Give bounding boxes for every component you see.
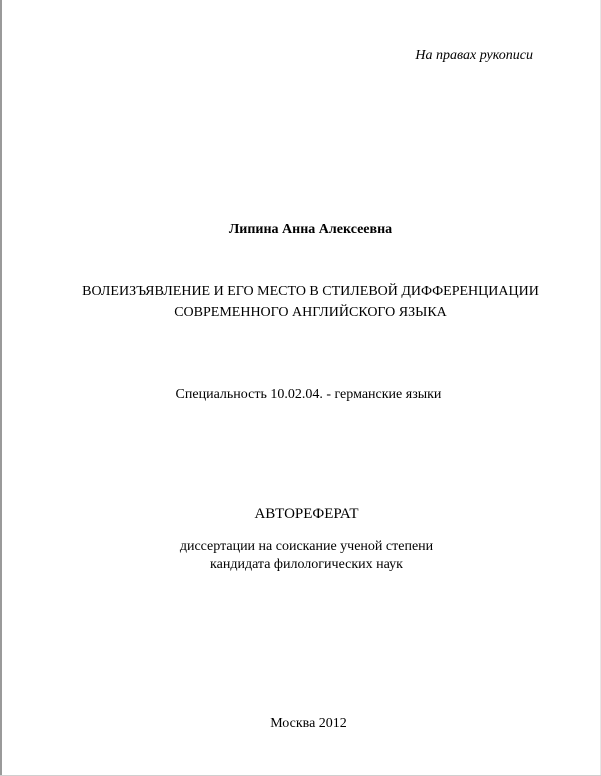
purpose-line-1: диссертации на соискание ученой степени: [179, 539, 434, 554]
specialty-text: Специальность 10.02.04. - германские языки: [175, 387, 442, 402]
author-name: Липина Анна Алексеевна: [228, 222, 393, 237]
dissertation-purpose: [6, 538, 601, 574]
document-type: АВТОРЕФЕРАТ: [254, 506, 359, 522]
title-line-2: СОВРЕМЕННОГО АНГЛИЙСКОГО ЯЗЫКА: [174, 305, 447, 320]
page-left-edge: [0, 0, 2, 776]
place-and-year: Москва 2012: [270, 716, 347, 731]
document-title: [10, 281, 601, 323]
title-line-1: ВОЛЕИЗЪЯВЛЕНИЕ И ЕГО МЕСТО В СТИЛЕВОЙ ДИФФЕРЕНЦИАЦИИ: [82, 284, 539, 299]
purpose-line-2: кандидата филологических наук: [210, 557, 403, 572]
manuscript-note: На правах рукописи: [415, 48, 533, 63]
